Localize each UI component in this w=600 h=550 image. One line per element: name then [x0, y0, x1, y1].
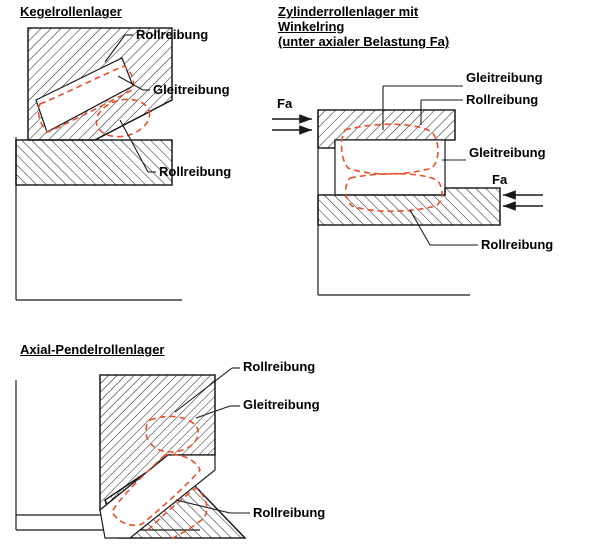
inner-ring-kegel	[16, 140, 172, 185]
panel-title-zylinderrollenlager	[278, 4, 488, 49]
label-rollreibung-zyl-top: Rollreibung	[466, 92, 539, 107]
panel-axial-pendelrollenlager	[16, 368, 250, 540]
label-gleitreibung-zyl-right: Gleitreibung	[469, 145, 546, 160]
panel-title-axial-pendelrollenlager: Axial-Pendelrollenlager	[20, 342, 165, 357]
label-rollreibung-zyl-bottom: Rollreibung	[481, 237, 554, 252]
panel-title-zyl-line1: Zylinderrollenlager mit Winkelring	[278, 4, 419, 34]
panel-title-kegelrollenlager: Kegelrollenlager	[20, 4, 122, 19]
panel-kegelrollenlager	[16, 28, 182, 300]
label-gleitreibung-kegel: Gleitreibung	[153, 82, 230, 97]
roller-zyl	[335, 140, 445, 195]
label-gleitreibung-axial: Gleitreibung	[243, 397, 320, 412]
label-rollreibung-kegel-bottom: Rollreibung	[159, 164, 232, 179]
label-gleitreibung-zyl-top: Gleitreibung	[466, 70, 543, 85]
label-rollreibung-axial-bottom: Rollreibung	[253, 505, 326, 520]
panel-title-zyl-line2: (unter axialer Belastung Fa)	[278, 34, 450, 49]
force-arrow-left	[272, 119, 312, 130]
panel-zylinderrollenlager	[272, 86, 543, 295]
force-arrow-right	[503, 195, 543, 206]
force-label-fa-right: Fa	[492, 172, 508, 187]
label-rollreibung-axial-top: Rollreibung	[243, 359, 316, 374]
force-label-fa-left: Fa	[277, 96, 293, 111]
label-rollreibung-kegel-top: Rollreibung	[136, 27, 209, 42]
